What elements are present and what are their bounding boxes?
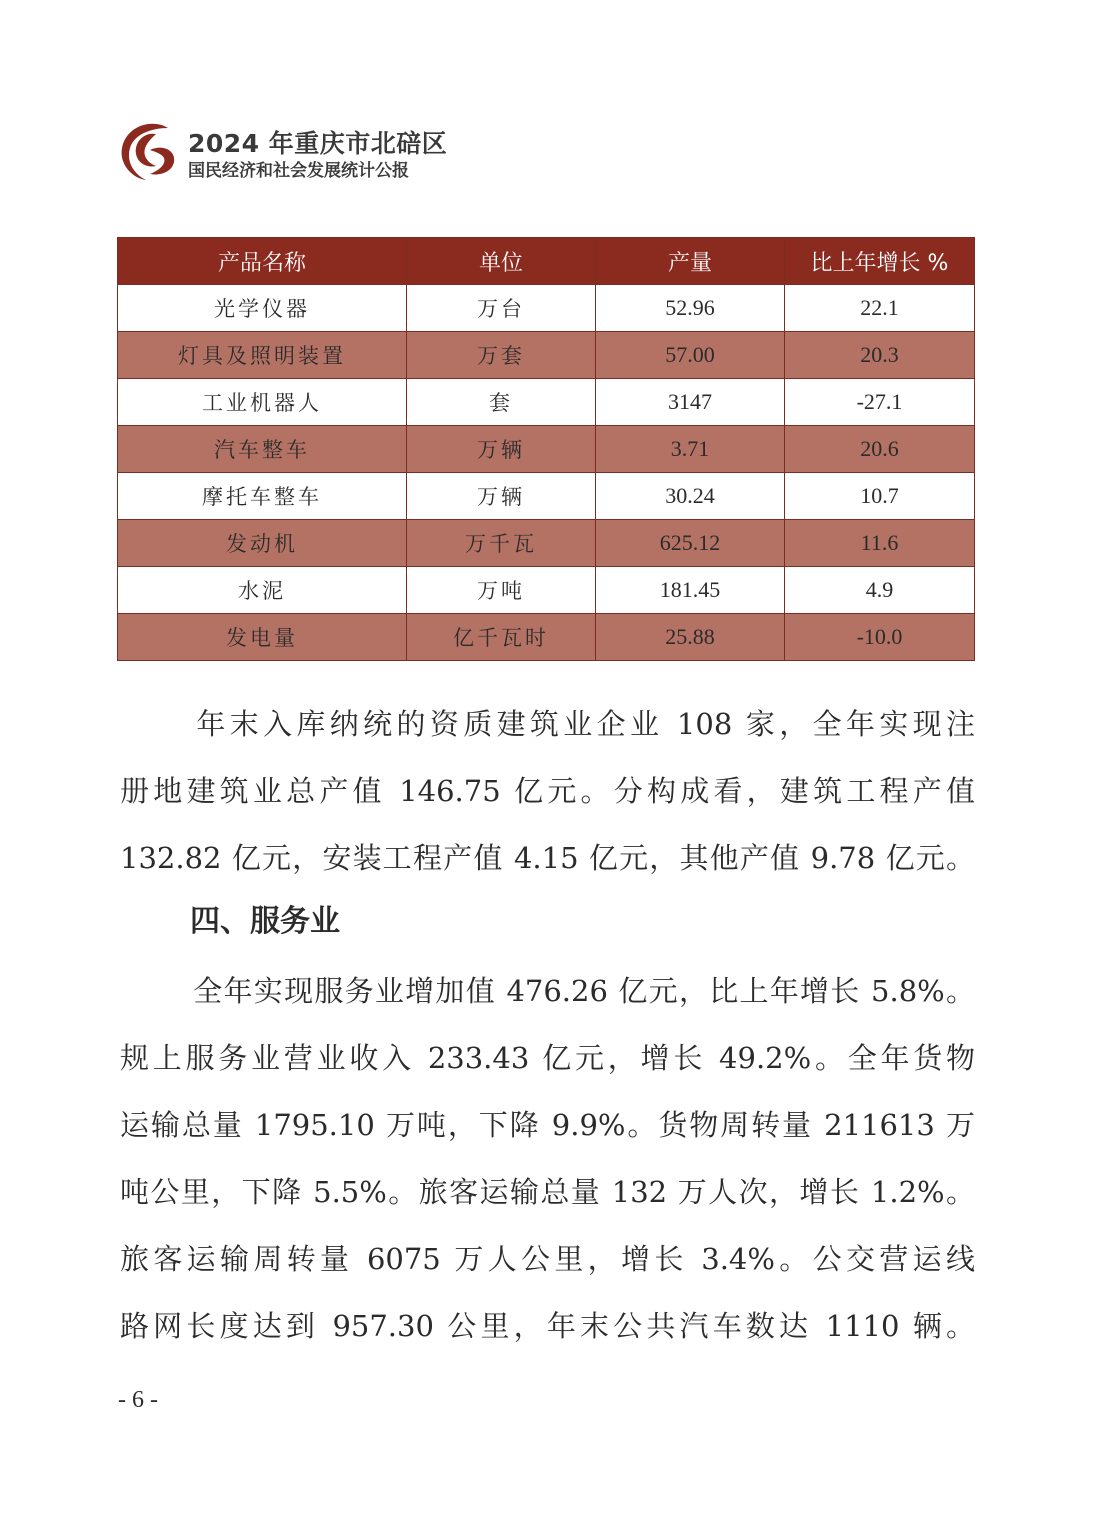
paragraph-line: 规上服务业营业收入 233.43 亿元，增长 49.2%。全年货物 xyxy=(120,1041,975,1075)
product-name-cell: 灯具及照明装置 xyxy=(118,332,407,379)
output-cell: 57.00 xyxy=(596,332,785,379)
unit-cell: 万千瓦 xyxy=(407,520,596,567)
growth-cell: 20.3 xyxy=(785,332,975,379)
output-cell: 25.88 xyxy=(596,614,785,661)
growth-cell: 20.6 xyxy=(785,426,975,473)
paragraph-line: 路网长度达到 957.30 公里，年末公共汽车数达 1110 辆。 xyxy=(120,1309,975,1343)
unit-cell: 万辆 xyxy=(407,426,596,473)
services-paragraph xyxy=(120,958,975,1360)
statistics-logo-icon xyxy=(116,120,180,182)
output-cell: 52.96 xyxy=(596,285,785,332)
paragraph-line: 132.82 亿元，安装工程产值 4.15 亿元，其他产值 9.78 亿元。 xyxy=(120,841,975,875)
unit-cell: 万台 xyxy=(407,285,596,332)
growth-cell: 22.1 xyxy=(785,285,975,332)
unit-cell: 亿千瓦时 xyxy=(407,614,596,661)
paragraph-line: 年末入库纳统的资质建筑业企业 108 家，全年实现注 xyxy=(192,707,975,741)
table-row xyxy=(118,473,975,520)
table-row xyxy=(118,614,975,661)
section-heading: 四、服务业 xyxy=(190,904,340,939)
product-name-cell: 发动机 xyxy=(118,520,407,567)
output-cell: 30.24 xyxy=(596,473,785,520)
construction-paragraph xyxy=(120,691,975,892)
product-name-cell: 摩托车整车 xyxy=(118,473,407,520)
growth-cell: 10.7 xyxy=(785,473,975,520)
column-header: 产品名称 xyxy=(118,238,407,285)
table-row xyxy=(118,285,975,332)
product-output-table xyxy=(117,237,975,661)
growth-cell: 11.6 xyxy=(785,520,975,567)
table-row xyxy=(118,426,975,473)
column-header: 产量 xyxy=(596,238,785,285)
table-row xyxy=(118,379,975,426)
paragraph-line: 全年实现服务业增加值 476.26 亿元，比上年增长 5.8%。 xyxy=(192,974,975,1008)
product-name-cell: 工业机器人 xyxy=(118,379,407,426)
column-header: 单位 xyxy=(407,238,596,285)
paragraph-line: 旅客运输周转量 6075 万人公里，增长 3.4%。公交营运线 xyxy=(120,1242,975,1276)
paragraph-line: 运输总量 1795.10 万吨，下降 9.9%。货物周转量 211613 万 xyxy=(120,1108,975,1142)
table-header-row xyxy=(118,238,975,285)
output-cell: 3147 xyxy=(596,379,785,426)
output-cell: 181.45 xyxy=(596,567,785,614)
unit-cell: 万吨 xyxy=(407,567,596,614)
report-subtitle: 国民经济和社会发展统计公报 xyxy=(188,161,409,181)
growth-cell: 4.9 xyxy=(785,567,975,614)
unit-cell: 套 xyxy=(407,379,596,426)
output-cell: 3.71 xyxy=(596,426,785,473)
unit-cell: 万辆 xyxy=(407,473,596,520)
paragraph-line: 吨公里，下降 5.5%。旅客运输总量 132 万人次，增长 1.2%。 xyxy=(120,1175,975,1209)
product-name-cell: 光学仪器 xyxy=(118,285,407,332)
column-header: 比上年增长 % xyxy=(785,238,975,285)
page-number: - 6 - xyxy=(118,1387,158,1413)
product-name-cell: 水泥 xyxy=(118,567,407,614)
product-name-cell: 发电量 xyxy=(118,614,407,661)
product-name-cell: 汽车整车 xyxy=(118,426,407,473)
growth-cell: -10.0 xyxy=(785,614,975,661)
table-row xyxy=(118,567,975,614)
paragraph-line: 册地建筑业总产值 146.75 亿元。分构成看，建筑工程产值 xyxy=(120,774,975,808)
output-cell: 625.12 xyxy=(596,520,785,567)
growth-cell: -27.1 xyxy=(785,379,975,426)
report-title: 2024 年重庆市北碚区 xyxy=(188,129,448,158)
unit-cell: 万套 xyxy=(407,332,596,379)
table-row xyxy=(118,332,975,379)
table-row xyxy=(118,520,975,567)
